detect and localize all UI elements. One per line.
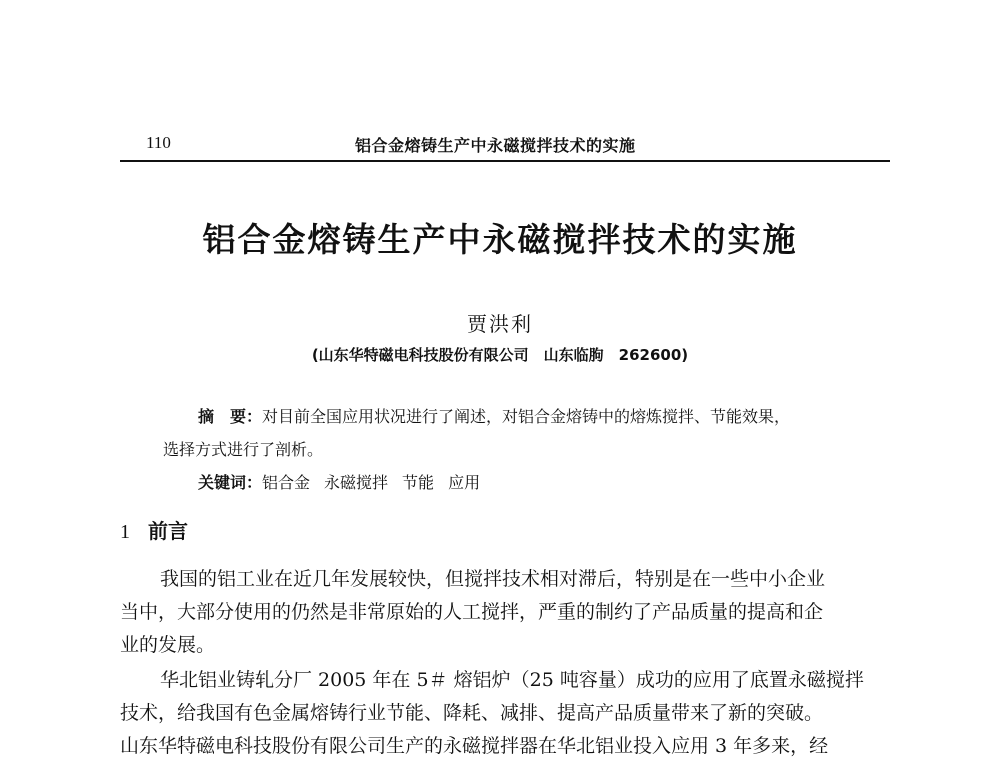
abstract-label: 摘 要： xyxy=(198,407,263,426)
section-title: 前言 xyxy=(148,519,188,543)
abstract-text-line1: 对目前全国应用状况进行了阐述，对铝合金熔铸中的熔炼搅拌、节能效果， xyxy=(262,407,791,426)
paragraph-line: 当中，大部分使用的仍然是非常原始的人工搅拌，严重的制约了产品质量的提高和企 xyxy=(120,601,824,623)
article-title: 铝合金熔铸生产中永磁搅拌技术的实施 xyxy=(202,220,798,259)
section-number: 1 xyxy=(120,521,130,543)
header-rule xyxy=(120,160,890,162)
paragraph-line: 我国的铝工业在近几年发展较快，但搅拌技术相对滞后，特别是在一些中小企业 xyxy=(160,568,826,590)
abstract-text-line2: 选择方式进行了剖析。 xyxy=(163,440,324,459)
paragraph-line: 技术，给我国有色金属熔铸行业节能、降耗、减排、提高产品质量带来了新的突破。 xyxy=(120,702,824,724)
abstract xyxy=(198,404,790,427)
paragraph-line: 业的发展。 xyxy=(120,634,216,656)
paragraph-line: 华北铝业铸轧分厂 2005 年在 5＃ 熔铝炉（25 吨容量）成功的应用了底置永磁搅拌 xyxy=(160,669,864,691)
keyword: 应用 xyxy=(448,473,481,492)
keyword: 铝合金 xyxy=(262,473,311,492)
keyword: 永磁搅拌 xyxy=(324,473,389,492)
keyword: 节能 xyxy=(402,473,435,492)
keywords xyxy=(198,470,494,493)
author-affiliation: (山东华特磁电科技股份有限公司 山东临朐 262600) xyxy=(311,346,689,364)
paragraph-line: 山东华特磁电科技股份有限公司生产的永磁搅拌器在华北铝业投入应用 3 年多来，经 xyxy=(120,735,829,757)
running-title: 铝合金熔铸生产中永磁搅拌技术的实施 xyxy=(355,136,636,155)
section-heading xyxy=(120,515,188,544)
keywords-label: 关键词： xyxy=(198,473,263,492)
page-number: 110 xyxy=(146,133,171,152)
author-name: 贾洪利 xyxy=(467,312,533,336)
